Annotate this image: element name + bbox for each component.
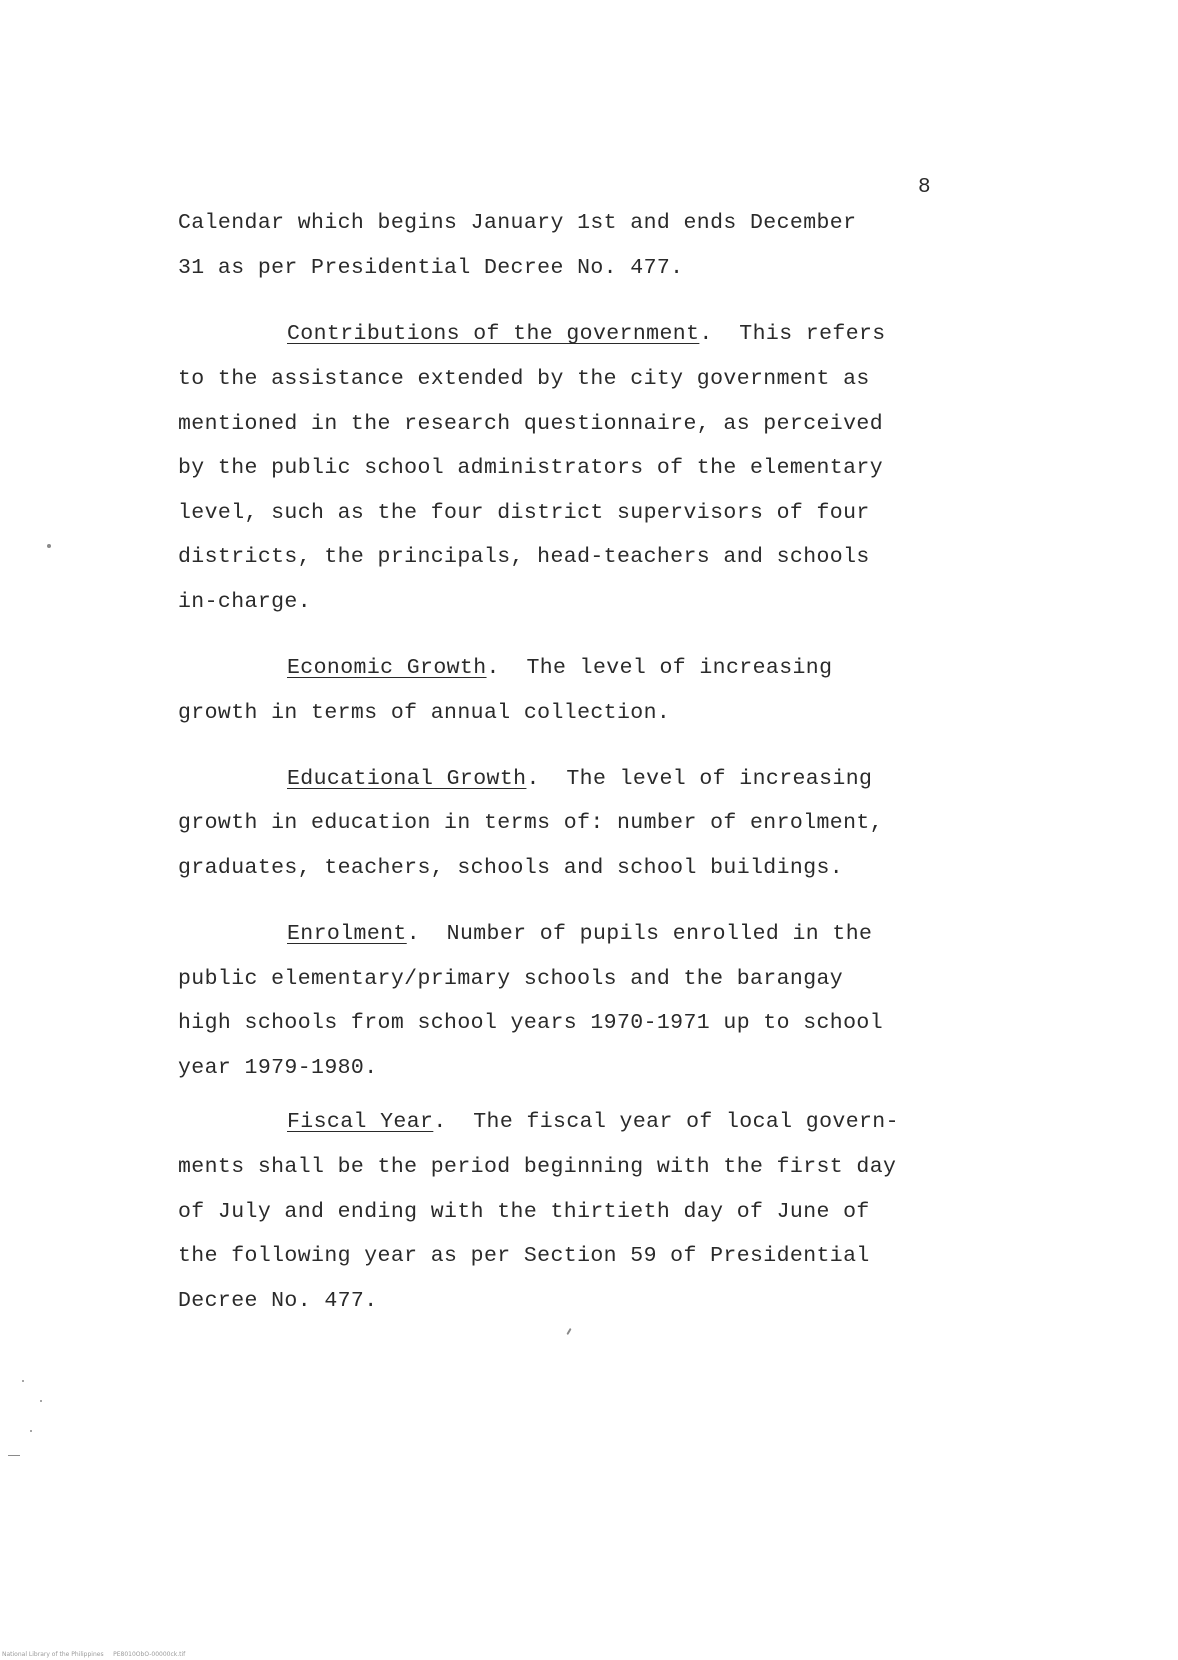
definition-line: high schools from school years 1970-1971 up to school [178,1011,884,1035]
definition-line: public elementary/primary schools and the barangay [178,967,844,991]
scan-speck [566,1328,571,1335]
archive-note: National Library of the Philippines [2,1651,104,1658]
definition-heading-fiscal-year [287,1109,899,1135]
definition-line: in-charge. [178,590,312,614]
definition-lead: . The level of increasing [486,656,833,680]
intro-line-2: 31 as per Presidential Decree No. 477. [178,256,684,280]
scan-speck [40,1400,42,1402]
definition-heading-economic-growth [287,655,832,681]
definition-line: mentioned in the research questionnaire, as perceived [178,412,884,436]
scan-id: PE8010ObO-00000ck.tif [113,1651,186,1658]
definition-line: by the public school administrators of the elementary [178,456,884,480]
scan-speck [22,1380,24,1382]
definition-term: Fiscal Year [287,1110,434,1134]
definition-lead: . The level of increasing [526,767,873,791]
definition-line: year 1979-1980. [178,1056,378,1080]
definition-line: graduates, teachers, schools and school buildings. [178,856,844,880]
definition-line: growth in education in terms of: number of enrolment, [178,811,884,835]
definition-term: Economic Growth [287,656,487,680]
definition-term: Enrolment [287,922,407,946]
page-number: 8 [918,176,932,199]
scan-speck [30,1430,32,1432]
definition-line: level, such as the four district supervisors of four [178,501,870,525]
definition-lead: . Number of pupils enrolled in the [406,922,873,946]
definition-lead: . This refers [699,322,886,346]
definition-term: Educational Growth [287,767,527,791]
definition-lead: . The fiscal year of local govern- [433,1110,899,1134]
definition-line: Decree No. 477. [178,1289,378,1313]
definition-heading-contributions [287,321,886,347]
intro-line-1: Calendar which begins January 1st and ends December [178,211,857,235]
definition-line: the following year as per Section 59 of Presidential [178,1244,870,1268]
definition-line: districts, the principals, head-teachers and schools [178,545,870,569]
definition-term: Contributions of the government [287,322,700,346]
definition-line: to the assistance extended by the city government as [178,367,870,391]
definition-line: growth in terms of annual collection. [178,701,671,725]
scan-speck [47,544,51,548]
definition-heading-enrolment [287,921,872,947]
definition-heading-educational-growth [287,766,872,792]
scan-speck [8,1455,20,1456]
archive-footer [2,1651,185,1658]
definition-line: ments shall be the period beginning with the first day [178,1155,897,1179]
definition-line: of July and ending with the thirtieth day of June of [178,1200,870,1224]
